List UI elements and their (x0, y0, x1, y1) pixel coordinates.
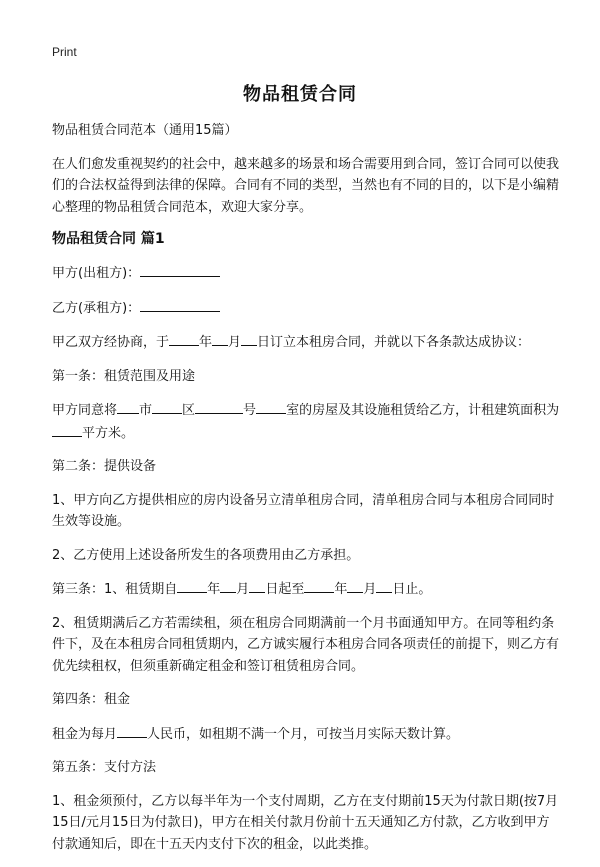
agreement-text-4: 日订立本租房合同，并就以下各条款达成协议： (257, 335, 531, 350)
end-month-blank (347, 578, 363, 593)
article1-text-3: 区 (182, 403, 196, 418)
article1-text-1: 甲方同意将 (52, 403, 118, 418)
article1-text-5: 室的房屋及其设施租赁给乙方，计租建筑面积为 (286, 403, 560, 418)
month-blank (212, 331, 228, 346)
start-month-blank (220, 578, 236, 593)
document-subtitle: 物品租赁合同范本（通用15篇） (52, 123, 238, 138)
document-body (52, 120, 562, 867)
day-blank (241, 331, 257, 346)
article3-text-2: 年 (207, 582, 221, 597)
number-blank (195, 399, 243, 414)
agreement-text-1: 甲乙双方经协商，于 (52, 335, 170, 350)
section-heading: 物品租赁合同 篇1 (52, 231, 165, 247)
article4-title: 第四条：租金 (52, 692, 131, 707)
article4-text-2: 人民币，如租期不满一个月，可按当月实际天数计算。 (147, 726, 460, 742)
start-year-blank (177, 578, 207, 593)
article3-text-4: 日起至 (265, 582, 305, 597)
party-b-line (52, 297, 562, 320)
end-year-blank (304, 578, 334, 593)
article5-item1: 1、租金须预付，乙方以每半年为一个支付周期，乙方在支付期前15天为付款日期(按7月15日/元月15日为付款日)，甲方在相关付款月份前十五天通知乙方付款，乙方收到甲方付款通知后，即在十五天内支付下次的租金，以此类推。 (52, 793, 559, 852)
agreement-paragraph (52, 331, 562, 354)
end-day-blank (376, 578, 392, 593)
agreement-text-2: 年 (199, 335, 213, 350)
party-a-line (52, 262, 562, 285)
print-link[interactable]: Print (52, 45, 77, 59)
article3-item1 (52, 578, 562, 601)
article3-text-3: 月 (236, 582, 250, 597)
article1-text-4: 号 (243, 403, 257, 418)
area-blank (52, 422, 82, 437)
article2-item2: 2、乙方使用上述设备所发生的各项费用由乙方承担。 (52, 547, 360, 563)
party-a-blank (140, 262, 220, 277)
document-title: 物品租赁合同 (243, 84, 357, 105)
article1-text-2: 市 (139, 403, 153, 418)
party-a-label: 甲方(出租方)： (52, 266, 141, 281)
article4-paragraph (52, 723, 562, 746)
intro-paragraph: 在人们愈发重视契约的社会中，越来越多的场景和场合需要用到合同，签订合同可以使我们的合法权益得到法律的保障。合同有不同的类型，当然也有不同的目的，以下是小编精心整理的物品租赁合同范本，欢迎大家分享。 (52, 156, 560, 215)
article3-item2: 2、租赁期满后乙方若需续租，须在租房合同期满前一个月书面通知甲方。在同等租约条件下，及在本租房合同租赁期内，乙方诚实履行本租房合同各项责任的前提下，则乙方有优先续租权，但须重新确定租金和签订租赁租房合同。 (52, 615, 560, 674)
agreement-text-3: 月 (228, 335, 242, 350)
article2-item1: 1、甲方向乙方提供相应的房内设备另立清单租房合同，清单租房合同与本租房合同同时生效等设施。 (52, 492, 555, 529)
article3-text-5: 年 (334, 582, 348, 597)
article1-paragraph (52, 399, 562, 444)
start-day-blank (249, 578, 265, 593)
party-b-label: 乙方(承租方)： (52, 300, 141, 316)
party-b-blank (140, 297, 220, 312)
article1-title: 第一条：租赁范围及用途 (52, 368, 196, 384)
article3-text-7: 日止。 (392, 582, 432, 597)
article2-title: 第二条：提供设备 (52, 459, 157, 474)
room-blank (256, 399, 286, 414)
article1-text-6: 平方米。 (82, 425, 135, 441)
rent-blank (117, 723, 147, 738)
district-blank (152, 399, 182, 414)
article5-title: 第五条：支付方法 (52, 760, 157, 775)
article3-text-6: 月 (363, 582, 377, 597)
article4-text-1: 租金为每月 (52, 726, 118, 742)
year-blank (169, 331, 199, 346)
city-blank (117, 399, 139, 414)
article3-text-1: 第三条：1、租赁期自 (52, 582, 178, 597)
